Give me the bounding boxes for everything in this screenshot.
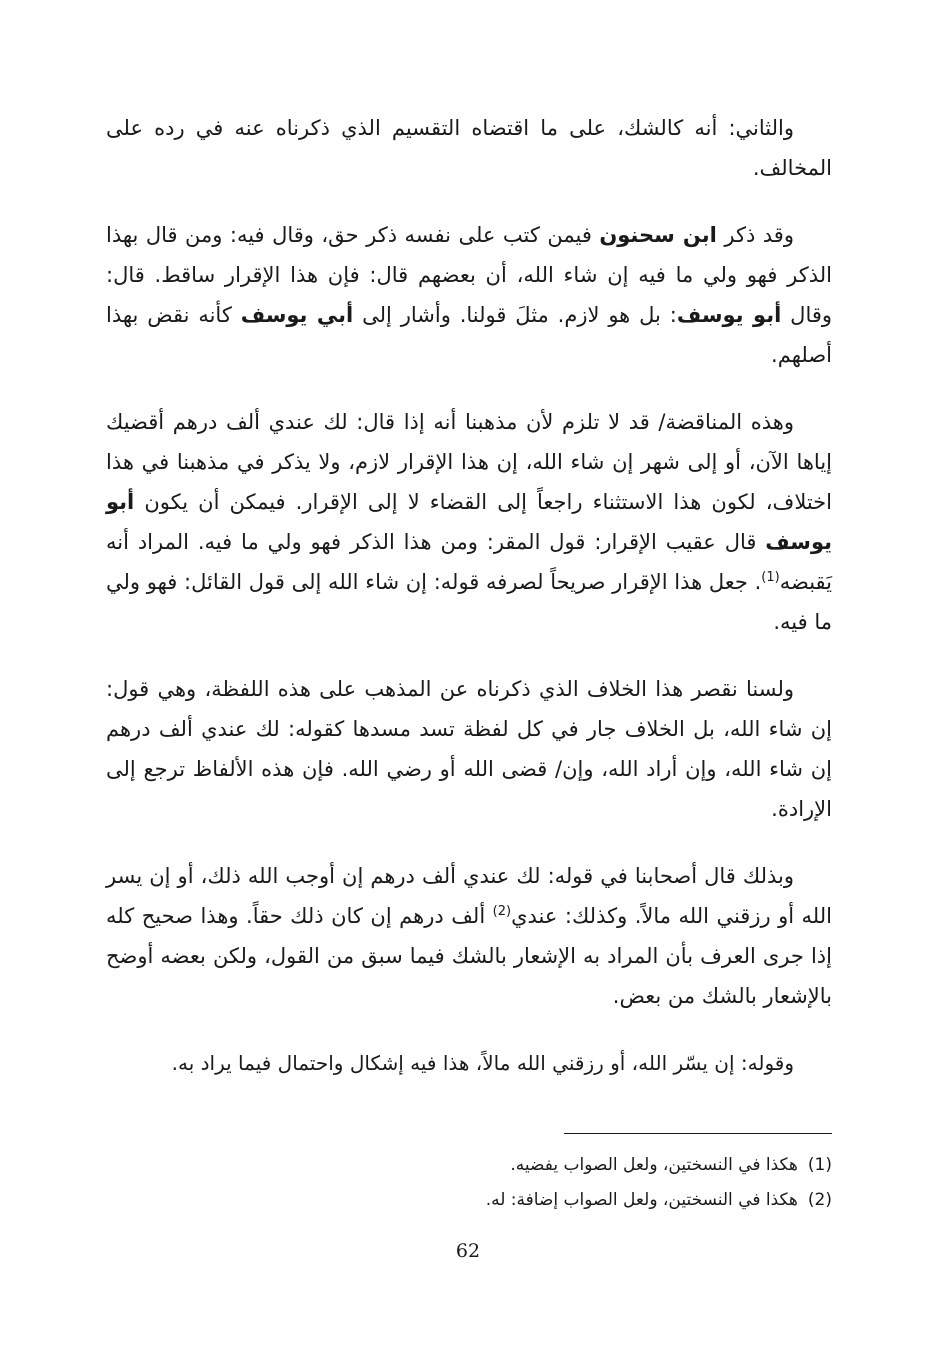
- paragraph-3-text-a: وهذه المناقضة/ قد لا تلزم لأن مذهبنا أنه إذا قال: لك عندي ألف درهم أقضيك إياها الآن، أو إلى شهر إن شاء الله، إن هذا الإقرار لازم، ولا يذكر في مذهبنا في هذا اختلاف، لكون هذا الاستثناء راجعاً إلى القضاء لا إلى الإقرار. فيمكن أن يكون: [106, 410, 832, 514]
- paragraph-3-text-c: . جعل هذا الإقرار صريحاً لصرفه قوله: إن شاء الله إلى قول القائل: فهو ولي ما فيه.: [106, 570, 832, 634]
- name-abu-yusuf-2: أبو يوسف: [106, 490, 832, 554]
- name-ibn-sahnun: ابن سحنون: [599, 223, 717, 247]
- page-body: [106, 108, 832, 1110]
- paragraph-6: [106, 1043, 832, 1083]
- footnote-1-text: هكذا في النسختين، ولعل الصواب يفضيه.: [510, 1155, 798, 1175]
- paragraph-1-text: والثاني: أنه كالشك، على ما اقتضاه التقسيم الذي ذكرناه عنه في رده على المخالف.: [106, 116, 832, 180]
- paragraph-2-text-c: : بل هو لازم. مثلَ قولنا. وأشار إلى: [353, 303, 677, 327]
- paragraph-3-text-b: قال عقيب الإقرار: قول المقر: ومن هذا الذكر فهو ولي ما فيه. المراد أنه يَقبضه: [106, 530, 832, 594]
- footnotes: [106, 1148, 832, 1218]
- footnote-ref-2[interactable]: (2): [492, 904, 512, 919]
- paragraph-3: [106, 402, 832, 642]
- paragraph-2: [106, 215, 832, 375]
- footnote-2-number: (2): [807, 1190, 832, 1210]
- paragraph-2-text-d: كأنه نقض بهذا أصلهم.: [106, 303, 832, 367]
- paragraph-4: [106, 669, 832, 829]
- footnote-ref-1[interactable]: (1): [761, 570, 780, 585]
- footnote-1: [106, 1148, 832, 1183]
- name-abi-yusuf: أبي يوسف: [240, 303, 354, 327]
- paragraph-2-text-a: وقد ذكر: [716, 223, 794, 247]
- paragraph-2-text-b: فيمن كتب على نفسه ذكر حق، وقال فيه: ومن قال بهذا الذكر فهو ولي ما فيه إن شاء الله، أن بعضهم قال: فإن هذا الإقرار ساقط. قال: وقال: [106, 223, 833, 327]
- name-abu-yusuf: أبو يوسف: [676, 303, 782, 327]
- paragraph-5: [106, 856, 832, 1016]
- footnote-divider: [564, 1133, 832, 1134]
- page-number: 62: [455, 1240, 481, 1262]
- paragraph-6-text: وقوله: إن يسّر الله، أو رزقني الله مالاً، هذا فيه إشكال واحتمال فيما يراد به.: [171, 1051, 794, 1075]
- paragraph-5-text-b: ألف درهم إن كان ذلك حقاً. وهذا صحيح كله إذا جرى العرف بأن المراد به الإشعار بالشك فيما سبق من القول، ولكن بعضه أوضح بالإشعار بالشك من بعض.: [106, 904, 832, 1008]
- footnote-2-text: هكذا في النسختين، ولعل الصواب إضافة: له.: [485, 1190, 798, 1210]
- footnote-2: [106, 1183, 832, 1218]
- paragraph-5-text-a: وبذلك قال أصحابنا في قوله: لك عندي ألف درهم إن أوجب الله ذلك، أو إن يسر الله أو رزقني الله مالاً. وكذلك: عندي: [106, 864, 832, 928]
- paragraph-1: [106, 108, 832, 188]
- paragraph-4-text: ولسنا نقصر هذا الخلاف الذي ذكرناه عن المذهب على هذه اللفظة، وهي قول: إن شاء الله، بل الخلاف جار في كل لفظة تسد مسدها كقوله: لك عندي ألف درهم إن شاء الله، وإن أراد الله، وإن/ قضى الله أو رضي الله. فإن هذه الألفاظ ترجع إلى الإرادة.: [106, 677, 832, 821]
- footnote-1-number: (1): [807, 1155, 832, 1175]
